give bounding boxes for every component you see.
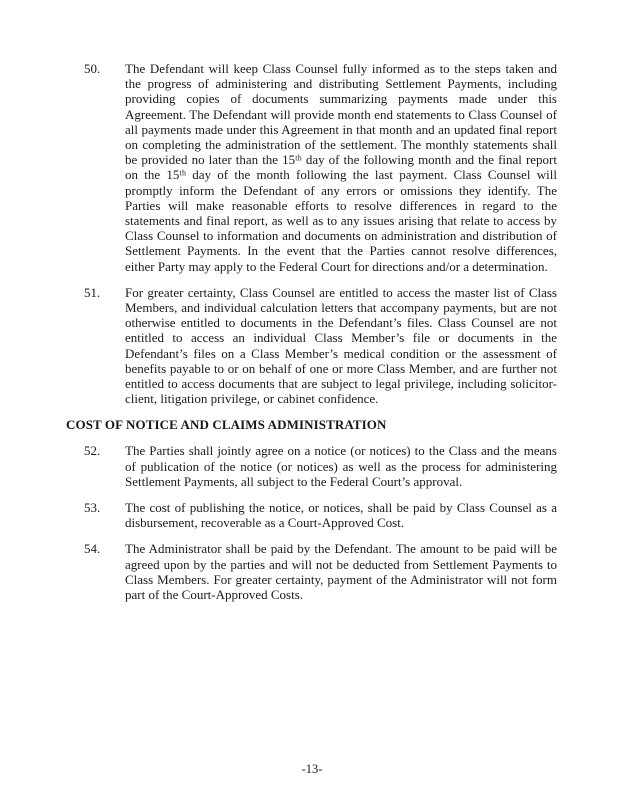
paragraph-52 bbox=[66, 443, 557, 489]
paragraph-number: 50. bbox=[84, 61, 101, 76]
paragraph-text: The Administrator shall be paid by the Defendant. The amount to be paid will be agreed upon by the parties and will not be deducted from Settlement Payments to Class Members. For greater certainty, payment of the Administrator will not form part of the Court-Approved Costs. bbox=[125, 541, 557, 603]
paragraph-54 bbox=[66, 541, 557, 602]
paragraph-number: 54. bbox=[84, 541, 101, 557]
paragraph-text: The Defendant will keep Class Counsel fully informed as to the steps taken and the progress of administering and distributing Settlement Payments, including providing copies of documents summarizing payments made under this Agreement. The Defendant will provide month end statements to Class Counsel of all payments made under this Agreement in that month and an updated final report on completing the administration of the settlement. The monthly statements shall be provided no later than the 15ᵗʰ day of the following month and the final report on the 15ᵗʰ day of the month following the last payment. Class Counsel will promptly inform the Defendant of any errors or omissions they identify. The Parties will make reasonable efforts to resolve differences in regard to the statements and final report, as well as to any issues arising that relate to access by Class Counsel to information and documents on administration and distribution of Settlement Payments. In the event that the Parties cannot resolve differences, either Party may apply to the Federal Court for directions and/or a determination. bbox=[125, 61, 557, 274]
section-heading: COST OF NOTICE AND CLAIMS ADMINISTRATION bbox=[66, 417, 387, 433]
paragraph-53 bbox=[66, 500, 557, 530]
paragraph-50 bbox=[66, 61, 557, 274]
paragraph-number: 51. bbox=[84, 284, 101, 300]
page-number: -13- bbox=[301, 762, 323, 776]
document-body bbox=[66, 61, 557, 613]
paragraph-number: 53. bbox=[84, 500, 101, 516]
paragraph-51 bbox=[66, 285, 557, 407]
paragraph-number: 52. bbox=[84, 443, 101, 459]
paragraph-text: The cost of publishing the notice, or notices, shall be paid by Class Counsel as a disbursement, recoverable as a Court-Approved Cost. bbox=[125, 500, 557, 531]
paragraph-text: For greater certainty, Class Counsel are entitled to access the master list of Class Members, and individual calculation letters that accompany payments, but are not otherwise entitled to documents in the Defendant’s files. Class Counsel are not entitled to access an individual Class Member’s file or documents in the Defendant’s files on a Class Member’s medical condition or the assessment of benefits payable to or on behalf of one or more Class Member, and are further not entitled to access documents that are subject to legal privilege, including solicitor-client, litigation privilege, or cabinet confidence. bbox=[125, 284, 557, 407]
paragraph-text: The Parties shall jointly agree on a notice (or notices) to the Class and the means of publication of the notice (or notices) as well as the process for administering Settlement Payments, all subject to the Federal Court’s approval. bbox=[125, 443, 557, 489]
